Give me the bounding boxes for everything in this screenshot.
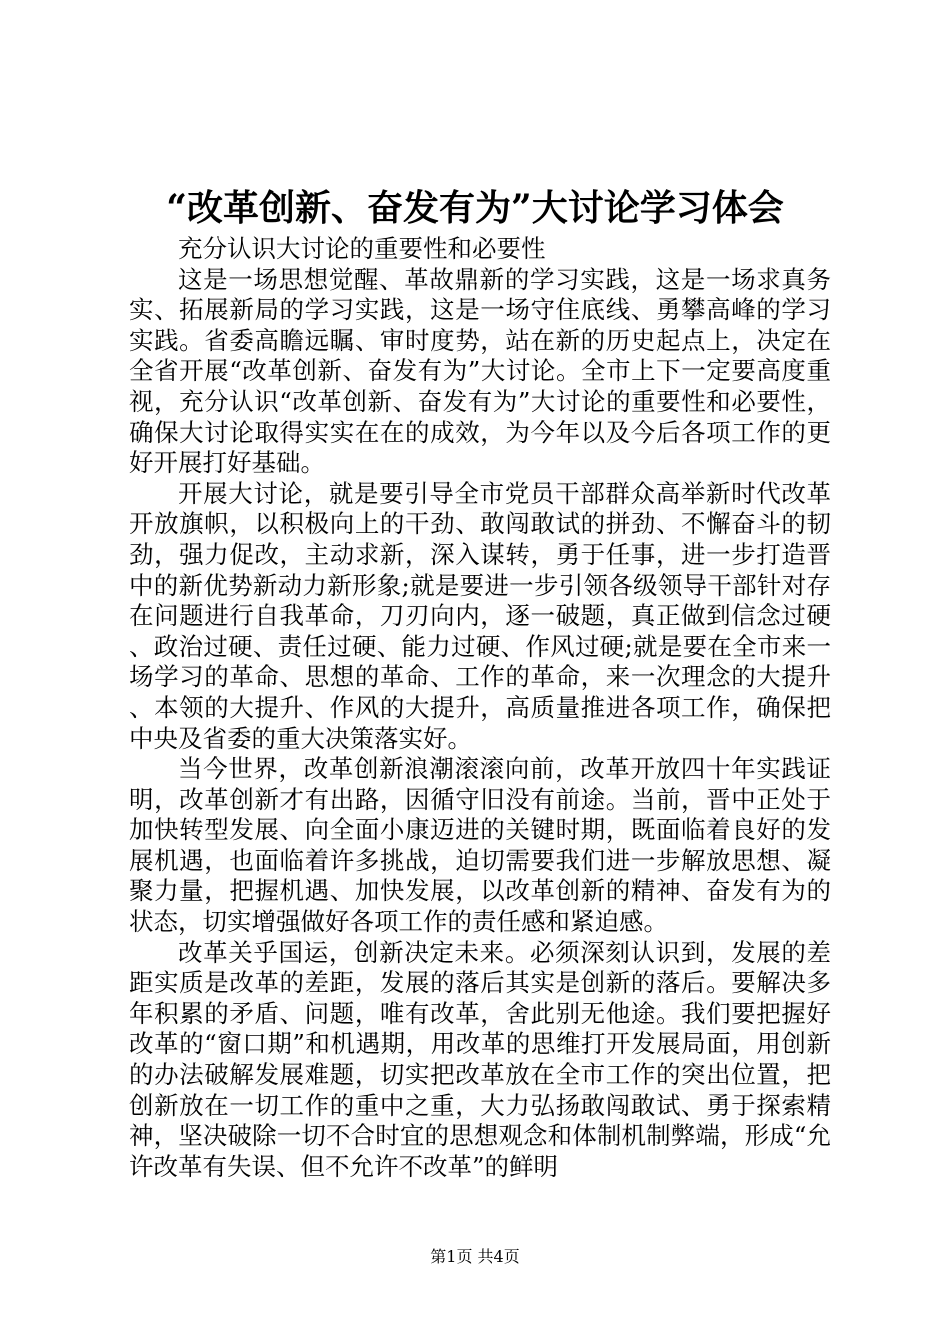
body-paragraph: 开展大讨论，就是要引导全市党员干部群众高举新时代改革开放旗帜，以积极向上的干劲、敢闯敢试的拼劲、不懈奋斗的韧劲，强力促改，主动求新，深入谋转，勇于任事，进一步打造晋中的新优势新动力新形象;就是要进一步引领各级领导干部针对存在问题进行自我革命，刀刃向内，逐一破题，真正做到信念过硬、政治过硬、责任过硬、能力过硬、作风过硬;就是要在全市来一场学习的革命、思想的革命、工作的革命，来一次理念的大提升、本领的大提升、作风的大提升，高质量推进各项工作，确保把中央及省委的重大决策落实好。: [129, 478, 831, 753]
document-body: [129, 234, 831, 1182]
section-heading: 充分认识大讨论的重要性和必要性: [178, 234, 546, 263]
body-paragraph: 这是一场思想觉醒、革故鼎新的学习实践，这是一场求真务实、拓展新局的学习实践，这是一场守住底线、勇攀高峰的学习实践。省委高瞻远瞩、审时度势，站在新的历史起点上，决定在全省开展“改革创新、奋发有为”大讨论。全市上下一定要高度重视，充分认识“改革创新、奋发有为”大讨论的重要性和必要性，确保大讨论取得实实在在的成效，为今年以及今后各项工作的更好开展打好基础。: [129, 264, 831, 478]
body-paragraph: 当今世界，改革创新浪潮滚滚向前，改革开放四十年实践证明，改革创新才有出路，因循守旧没有前途。当前，晋中正处于加快转型发展、向全面小康迈进的关键时期，既面临着良好的发展机遇，也面临着许多挑战，迫切需要我们进一步解放思想、凝聚力量，把握机遇、加快发展，以改革创新的精神、奋发有为的状态，切实增强做好各项工作的责任感和紧迫感。: [129, 754, 831, 937]
document-title: “改革创新、奋发有为”大讨论学习体会: [166, 187, 784, 229]
page-footer: 第1页 共4页: [430, 1247, 520, 1266]
body-paragraph: 改革关乎国运，创新决定未来。必须深刻认识到，发展的差距实质是改革的差距，发展的落后其实是创新的落后。要解决多年积累的矛盾、问题，唯有改革，舍此别无他途。我们要把握好改革的“窗口期”和机遇期，用改革的思维打开发展局面，用创新的办法破解发展难题，切实把改革放在全市工作的突出位置，把创新放在一切工作的重中之重，大力弘扬敢闯敢试、勇于探索精神，坚决破除一切不合时宜的思想观念和体制机制弊端，形成“允许改革有失误、但不允许不改革”的鲜明: [129, 937, 831, 1181]
